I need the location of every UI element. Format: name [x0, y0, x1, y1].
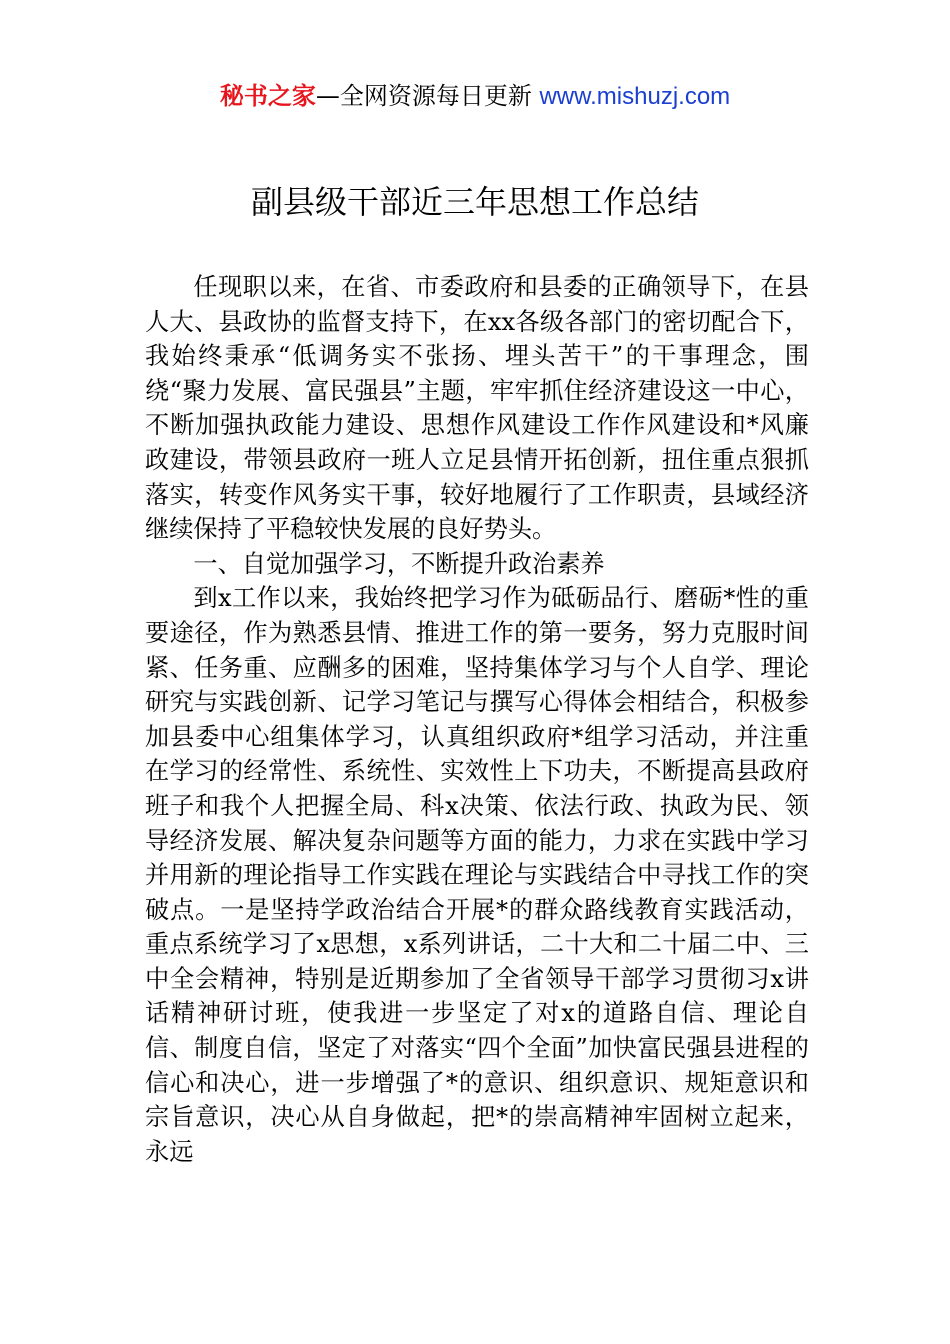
site-url-link[interactable]: www.mishuzj.com — [539, 83, 731, 110]
document-title: 副县级干部近三年思想工作总结 — [250, 183, 699, 221]
section-heading-1: 一、自觉加强学习，不断提升政治素养 — [193, 549, 605, 578]
section-paragraph-1: 到x工作以来，我始终把学习作为砥砺品行、磨砺*性的重要途径，作为熟悉县情、推进工作的第一要务，努力克服时间紧、任务重、应酬多的困难，坚持集体学习与个人自学、理论研究与实践创新、记学习笔记与撰写心得体会相结合，积极参加县委中心组集体学习，认真组织政府*组学习活动，并注重在学习的经常性、系统性、实效性上下功夫，不断提高县政府班子和我个人把握全局、科x决策、依法行政、执政为民、领导经济发展、解决复杂问题等方面的能力，力求在实践中学习并用新的理论指导工作实践在理论与实践结合中寻找工作的突破点。一是坚持学政治结合开展*的群众路线教育实践活动，重点系统学习了x思想，x系列讲话，二十大和二十届二中、三中全会精神，特别是近期参加了全省领导干部学习贯彻习x讲话精神研讨班，使我进一步坚定了对x的道路自信、理论自信、制度自信，坚定了对落实“四个全面”加快富民强县进程的信心和决心，进一步增强了*的意识、组织意识、规矩意识和宗旨意识，决心从自身做起，把*的崇高精神牢固树立起来，永远 — [145, 584, 809, 1166]
intro-paragraph: 任现职以来，在省、市委政府和县委的正确领导下，在县人大、县政协的监督支持下，在xx各级各部门的密切配合下，我始终秉承“低调务实不张扬、埋头苦干”的干事理念，围绕“聚力发展、富民强县”主题，牢牢抓住经济建设这一中心，不断加强执政能力建设、思想作风建设工作作风建设和*风廉政建设，带领县政府一班人立足县情开拓创新，扭住重点狠抓落实，转变作风务实干事，较好地履行了工作职责，县域经济继续保持了平稳较快发展的良好势头。 — [145, 273, 809, 544]
document-body — [145, 270, 809, 1169]
site-brand: 秘书之家 — [219, 82, 316, 110]
site-tagline: —全网资源每日更新 — [315, 82, 532, 110]
site-header — [0, 80, 950, 113]
